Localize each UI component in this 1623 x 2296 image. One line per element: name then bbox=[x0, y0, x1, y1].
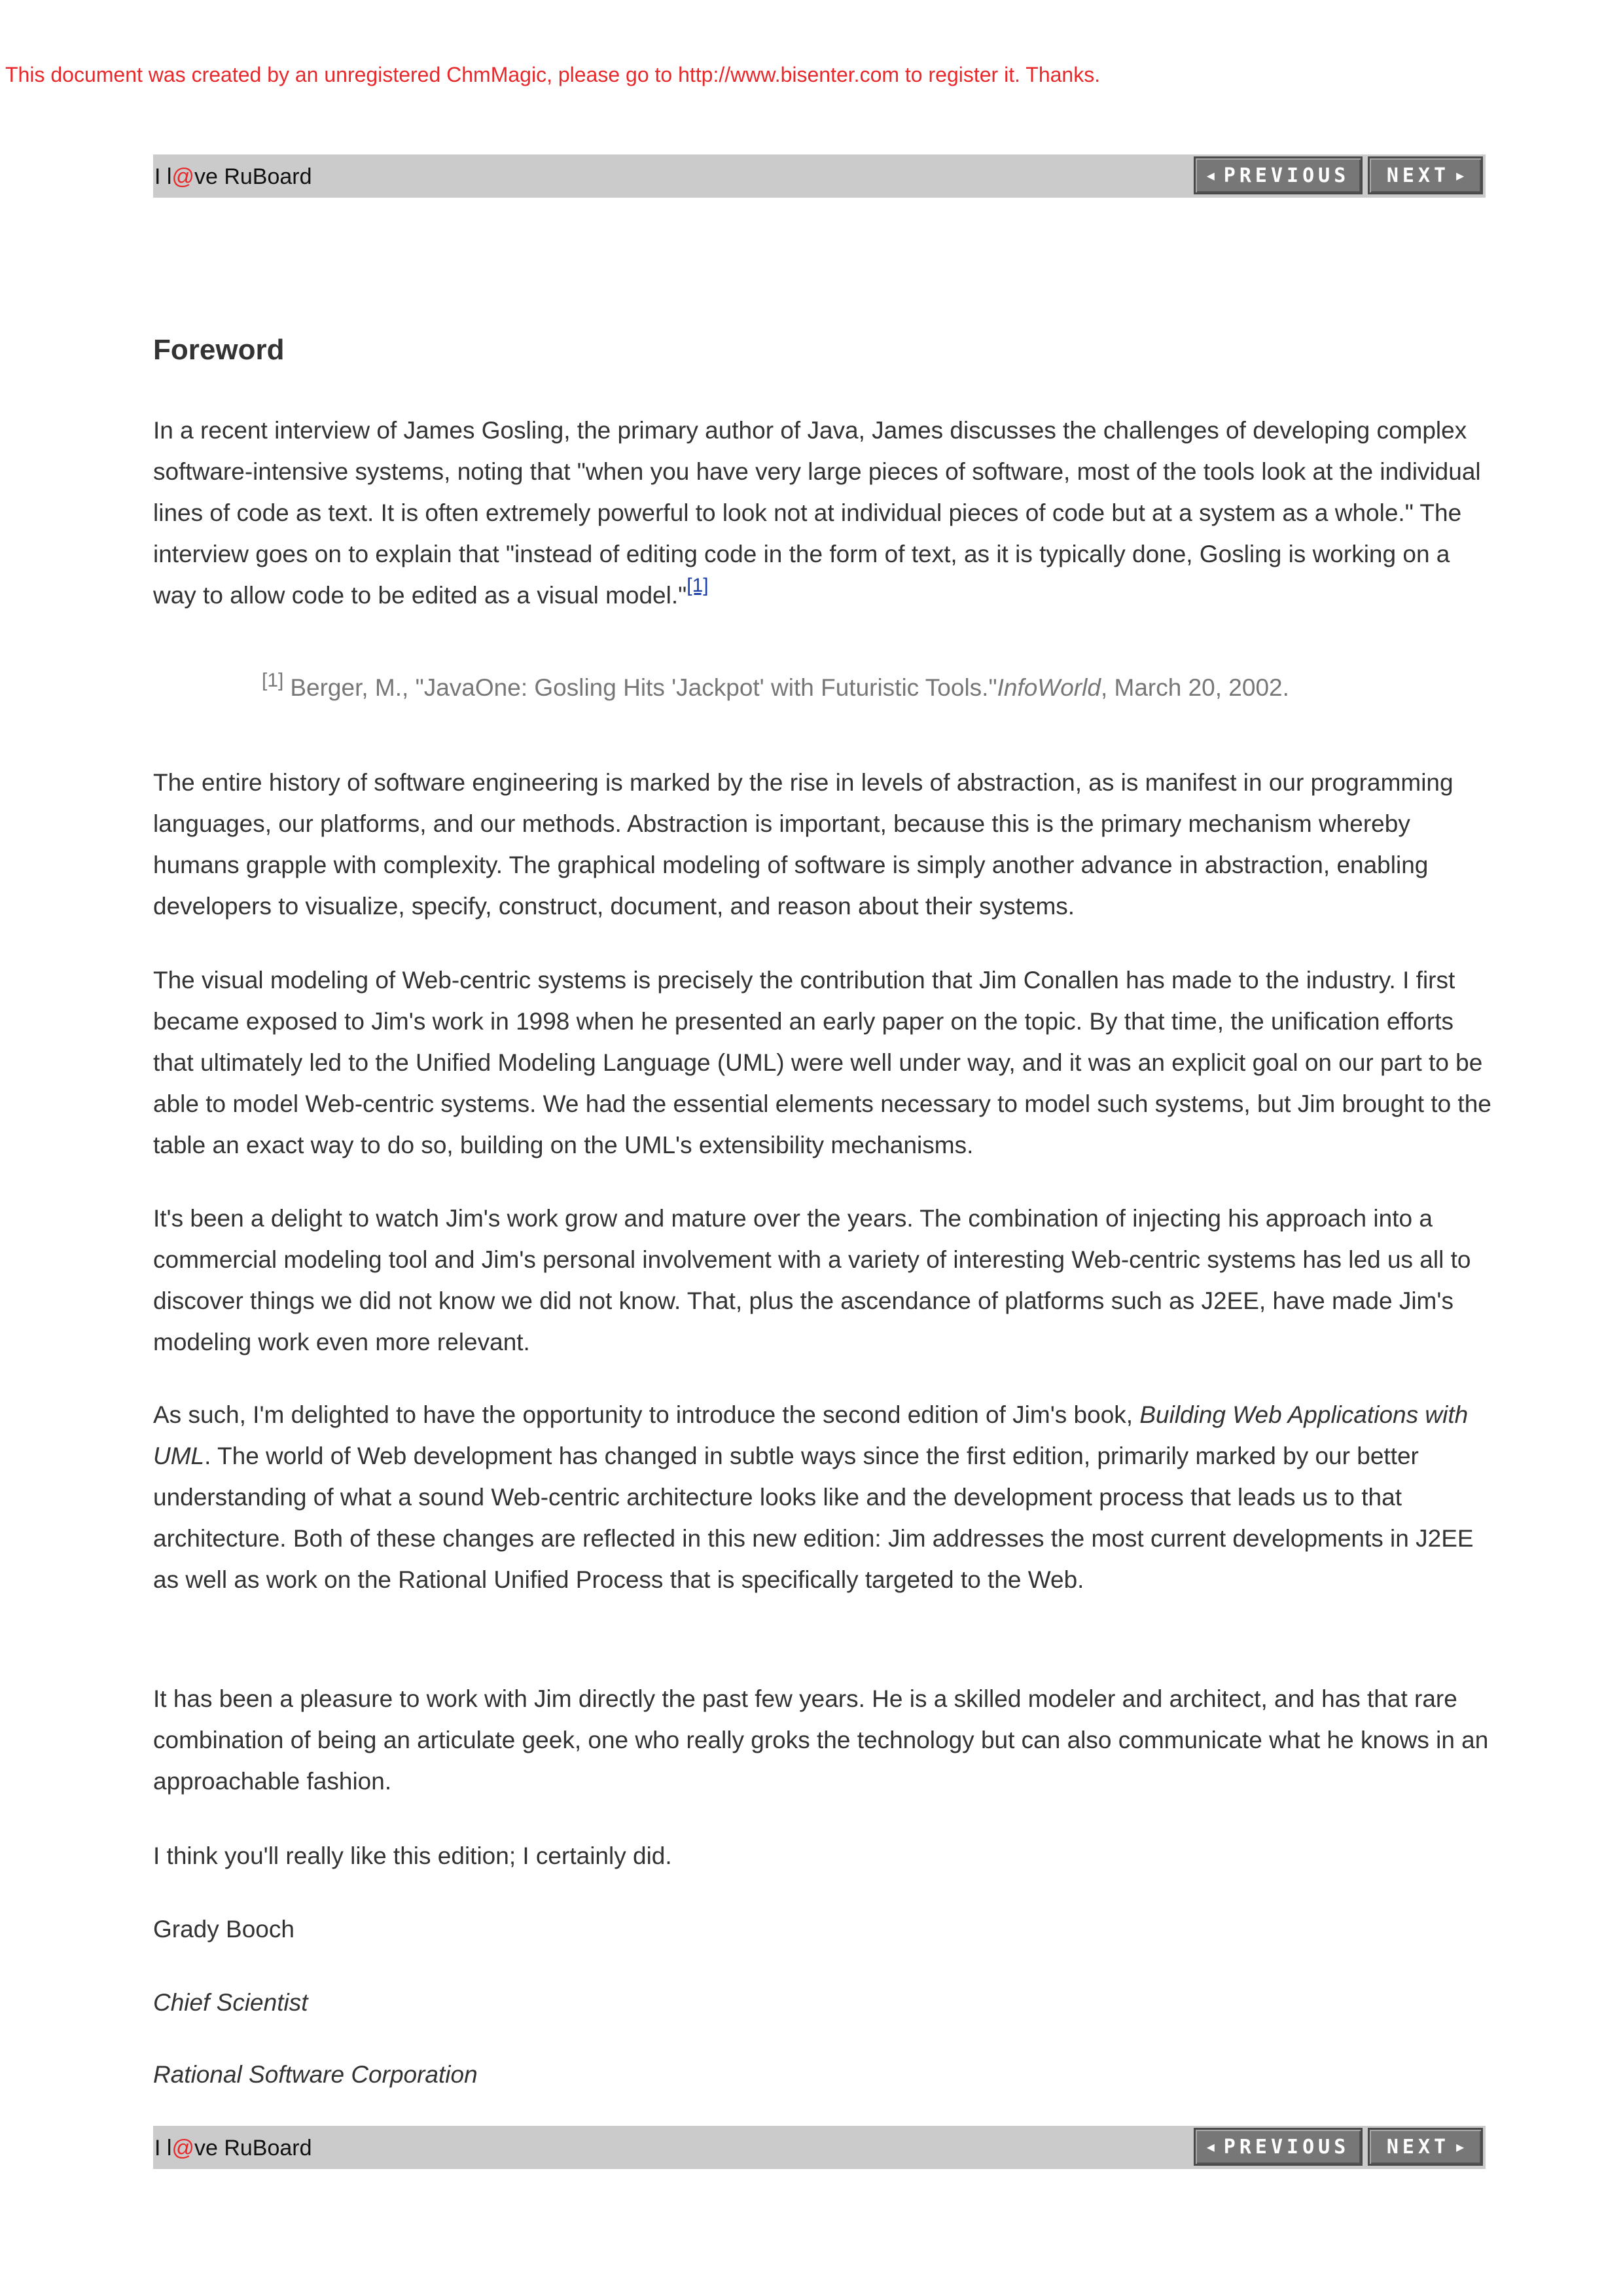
paragraph-6: It has been a pleasure to work with Jim directly the past few years. He is a skilled modeler and architect, and has that rare combination of being an articulate geek, one who really groks the technology but can also communicate what he knows in an approachable fashion. bbox=[153, 1685, 1489, 1795]
top-nav-bar bbox=[153, 154, 1486, 198]
next-button[interactable] bbox=[1368, 156, 1483, 194]
unregistered-watermark: This document was created by an unregistered ChmMagic, please go to http://www.bisenter.com to register it. Thanks. bbox=[5, 63, 1101, 86]
previous-label: PREVIOUS bbox=[1223, 2135, 1350, 2159]
signature-company-text: Rational Software Corporation bbox=[153, 2061, 478, 2088]
ruboard-brand[interactable] bbox=[154, 2136, 312, 2161]
paragraph-2: The entire history of software engineering is marked by the rise in levels of abstraction, as is manifest in our programming languages, our platforms, and our methods. Abstraction is important, because this is the primary mechanism whereby humans grapple with complexity. The graphical modeling of software is simply another advance in abstraction, enabling developers to visualize, specify, construct, document, and reason about their systems. bbox=[153, 769, 1454, 920]
footnote-date: , March 20, 2002. bbox=[1100, 674, 1289, 701]
paragraph-3: The visual modeling of Web-centric systems is precisely the contribution that Jim Conallen has made to the industry. I first became exposed to Jim's work in 1998 when he presented an early paper on the topic. By that time, the unification efforts that ultimately led to the Unified Modeling Language (UML) were well under way, and it was an explicit goal on our part to be able to model Web-centric systems. We had the essential elements necessary to model such systems, but Jim brought to the table an exact way to do so, building on the UML's extensibility mechanisms. bbox=[153, 967, 1491, 1158]
footnote-source: InfoWorld bbox=[997, 674, 1101, 701]
signature-company bbox=[153, 2054, 1495, 2095]
footnote-marker: [1] bbox=[262, 670, 284, 691]
paragraph-1-text: In a recent interview of James Gosling, the primary author of Java, James discusses the challenges of developing complex software-intensive systems, noting that "when you have very large pieces of software, most of the tools look at the individual lines of code as text. It is often extremely powerful to look not at individual pieces of code but at a system as a whole." The interview goes on to explain that "instead of editing code in the form of text, as it is typically done, Gosling is working on a way to allow code to be edited as a visual model." bbox=[153, 417, 1481, 609]
left-arrow-icon: ◀ bbox=[1206, 2139, 1215, 2155]
next-label: NEXT bbox=[1386, 2135, 1450, 2159]
brand-at-sign: @ bbox=[171, 164, 194, 189]
signature-role-text: Chief Scientist bbox=[153, 1989, 308, 2016]
paragraph-4: It's been a delight to watch Jim's work grow and mature over the years. The combination of injecting his approach into a commercial modeling tool and Jim's personal involvement with a variety of interesting Web-centric systems has led us all to discover things we did not know we did not know. That, plus the ascendance of platforms such as J2EE, have made Jim's modeling work even more relevant. bbox=[153, 1205, 1471, 1355]
previous-button[interactable] bbox=[1194, 2128, 1363, 2166]
bottom-nav-bar bbox=[153, 2126, 1486, 2169]
footnote-1 bbox=[262, 670, 1289, 702]
right-arrow-icon: ▶ bbox=[1456, 168, 1465, 183]
paragraph-5-rest: . The world of Web development has changed in subtle ways since the first edition, primarily marked by our better understanding of what a sound Web-centric architecture looks like and the development process that leads us to that architecture. Both of these changes are reflected in this new edition: Jim addresses the most current developments in J2EE as well as work on the Rational Unified Process that is specifically targeted to the Web. bbox=[153, 1443, 1474, 1593]
paragraph-7: I think you'll really like this edition; I certainly did. bbox=[153, 1842, 672, 1869]
brand-suffix: ve RuBoard bbox=[194, 2136, 312, 2161]
next-button[interactable] bbox=[1368, 2128, 1483, 2166]
ruboard-brand[interactable] bbox=[154, 164, 312, 190]
paragraph-5 bbox=[153, 1394, 1495, 1600]
page-title: Foreword bbox=[153, 334, 285, 366]
brand-suffix: ve RuBoard bbox=[194, 164, 312, 189]
brand-at-sign: @ bbox=[171, 2136, 194, 2161]
paragraph-5-intro: As such, I'm delighted to have the opportunity to introduce the second edition of Jim's book, bbox=[153, 1401, 1140, 1428]
left-arrow-icon: ◀ bbox=[1206, 168, 1215, 183]
footnote-text: Berger, M., "JavaOne: Gosling Hits 'Jackpot' with Futuristic Tools." bbox=[290, 674, 997, 701]
next-label: NEXT bbox=[1386, 164, 1450, 187]
book-title: Building Web Applications with UML bbox=[153, 1401, 1469, 1469]
signature-name: Grady Booch bbox=[153, 1916, 294, 1943]
footnote-1-link[interactable]: [1] bbox=[687, 575, 709, 596]
previous-label: PREVIOUS bbox=[1223, 164, 1350, 187]
right-arrow-icon: ▶ bbox=[1456, 2139, 1465, 2155]
signature-role bbox=[153, 1982, 1495, 2023]
previous-button[interactable] bbox=[1194, 156, 1363, 194]
brand-prefix: I l bbox=[154, 164, 172, 189]
brand-prefix: I l bbox=[154, 2136, 172, 2161]
paragraph-1 bbox=[153, 410, 1495, 616]
